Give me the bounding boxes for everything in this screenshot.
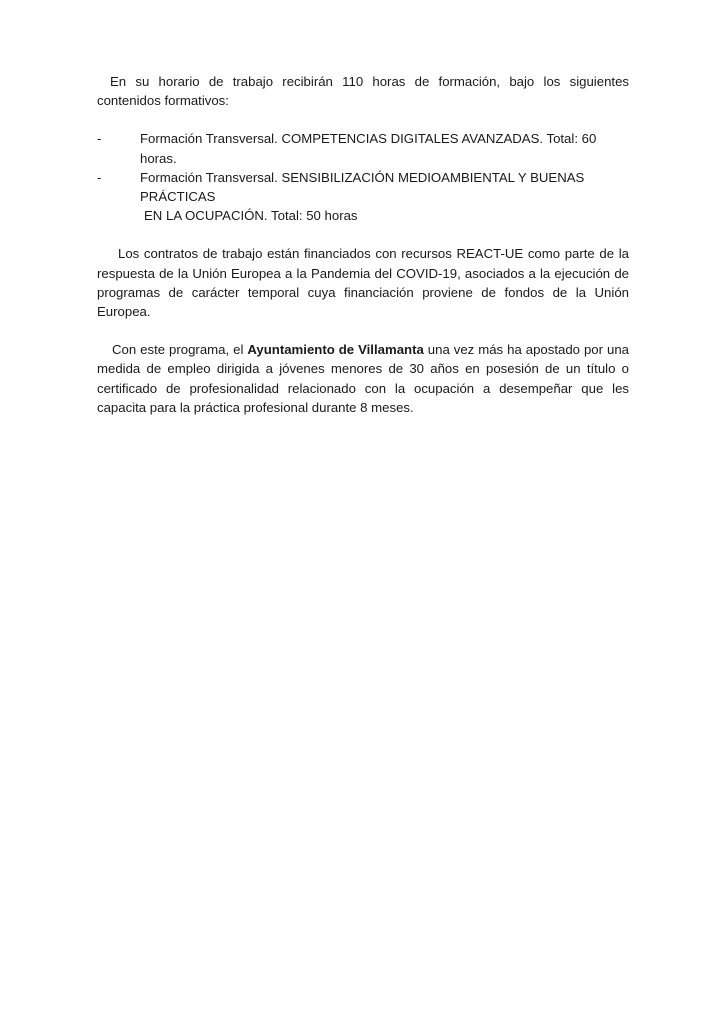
program-text-start: Con este programa, el: [112, 342, 248, 358]
list-item: [97, 168, 629, 226]
training-list: [97, 129, 629, 225]
funding-paragraph: Los contratos de trabajo están financiados con recursos REACT-UE como parte de la respuesta de la Unión Europea a la Pandemia del COVID-19, asociados a la ejecución de programas de carácter temporal cuya financiación proviene de fondos de la Unión Europea.: [97, 246, 629, 320]
program-text-end: una vez más ha apostado por una medida de empleo dirigida a jóvenes menores de 30 años en posesión de un título o certificado de profesionalidad relacionado con la ocupación a desempeñar que les capacita para la práctica profesional durante 8 meses.: [97, 342, 629, 415]
municipality-name: Ayuntamiento de Villamanta: [247, 342, 424, 358]
document-page: [97, 72, 629, 417]
list-item-text: [140, 129, 629, 167]
list-item-line: Formación Transversal. COMPETENCIAS DIGITALES AVANZADAS. Total: 60 horas.: [140, 131, 597, 166]
list-item-line-continuation: EN LA OCUPACIÓN. Total: 50 horas: [144, 208, 358, 224]
list-item-text: [140, 168, 629, 226]
list-item: [97, 129, 629, 167]
list-item-line: Formación Transversal. SENSIBILIZACIÓN MEDIOAMBIENTAL Y BUENAS PRÁCTICAS: [140, 169, 585, 205]
program-paragraph: [97, 340, 629, 417]
list-bullet: -: [97, 169, 102, 185]
intro-paragraph: En su horario de trabajo recibirán 110 horas de formación, bajo los siguientes contenidos formativos:: [97, 74, 629, 109]
list-bullet: -: [97, 131, 102, 147]
